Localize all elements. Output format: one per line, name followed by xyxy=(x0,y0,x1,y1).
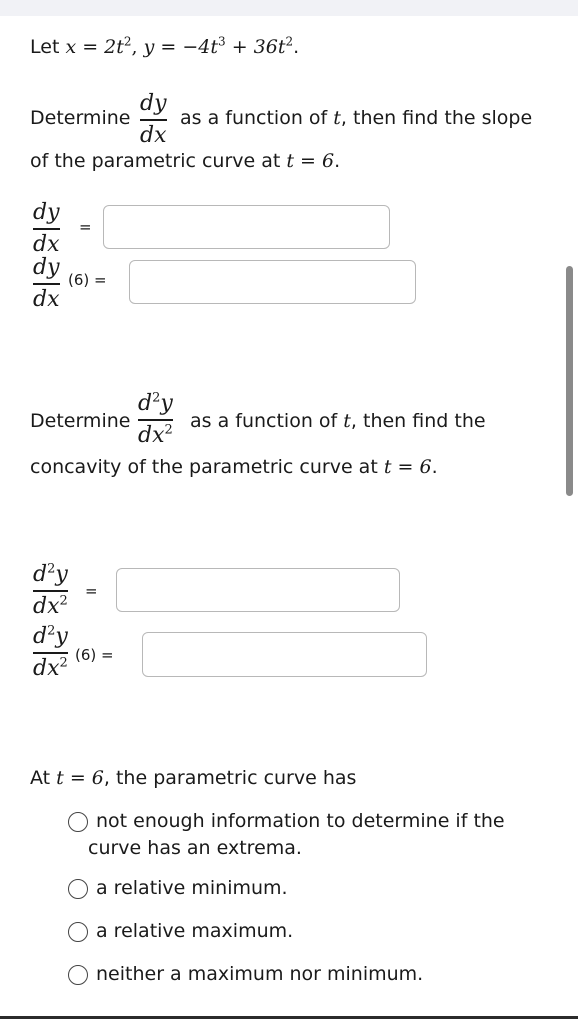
radio-neither[interactable] xyxy=(68,965,88,985)
fraction-denominator: dx xyxy=(140,122,167,148)
part1-lead: Determine xyxy=(30,107,131,129)
part1-heading-fraction xyxy=(140,90,167,150)
part2-row1-derivative: $d^2y$ $dx^2$ xyxy=(33,561,68,619)
part1-row2-at-six: (6) = xyxy=(68,271,107,289)
problem-given: Let $x = 2t^2$, $y = -4t^3 + 36t^2$. xyxy=(30,34,300,58)
part2-row1-equals: = xyxy=(85,582,98,600)
part1-row1-equals: = xyxy=(79,218,92,236)
part1-line2: of the parametric curve at t = 6. xyxy=(30,150,341,172)
part3-lead: At t = 6, the parametric curve has xyxy=(30,767,357,789)
part2-row2-at-six: (6) = xyxy=(75,646,114,664)
dy-dx-answer-field[interactable] xyxy=(103,205,390,249)
part2-heading-fraction xyxy=(138,390,173,450)
part2-tail: as a function of t, then find the xyxy=(190,410,486,432)
fraction-numerator: dy xyxy=(140,91,167,116)
option-neither: neither a maximum nor minimum. xyxy=(96,963,424,985)
d2y-dx2-at-6-answer-field[interactable] xyxy=(142,632,427,677)
fraction-numerator: $d^2y$ xyxy=(138,390,173,416)
part2-row2-derivative: $d^2y$ $dx^2$ xyxy=(33,623,68,681)
radio-not-enough-information[interactable] xyxy=(68,812,88,832)
vertical-scrollbar[interactable] xyxy=(566,266,573,496)
part2-line2: concavity of the parametric curve at t = 6. xyxy=(30,456,438,478)
option-not-enough-information-line1: not enough information to determine if the xyxy=(96,810,505,832)
radio-relative-minimum[interactable] xyxy=(68,879,88,899)
part2-lead: Determine xyxy=(30,410,131,432)
fraction-denominator: $dx^2$ xyxy=(138,422,173,448)
option-relative-minimum: a relative minimum. xyxy=(96,877,288,899)
dy-dx-at-6-answer-field[interactable] xyxy=(129,260,416,304)
option-not-enough-information-line2: curve has an extrema. xyxy=(88,837,302,859)
top-bar xyxy=(0,0,578,16)
part1-tail: as a function of t, then find the slope xyxy=(180,107,533,129)
d2y-dx2-answer-field[interactable] xyxy=(116,568,400,612)
part1-row2-derivative: dy dx xyxy=(33,255,60,312)
radio-relative-maximum[interactable] xyxy=(68,922,88,942)
option-relative-maximum: a relative maximum. xyxy=(96,920,294,942)
part1-row1-derivative: dy dx xyxy=(33,200,60,257)
